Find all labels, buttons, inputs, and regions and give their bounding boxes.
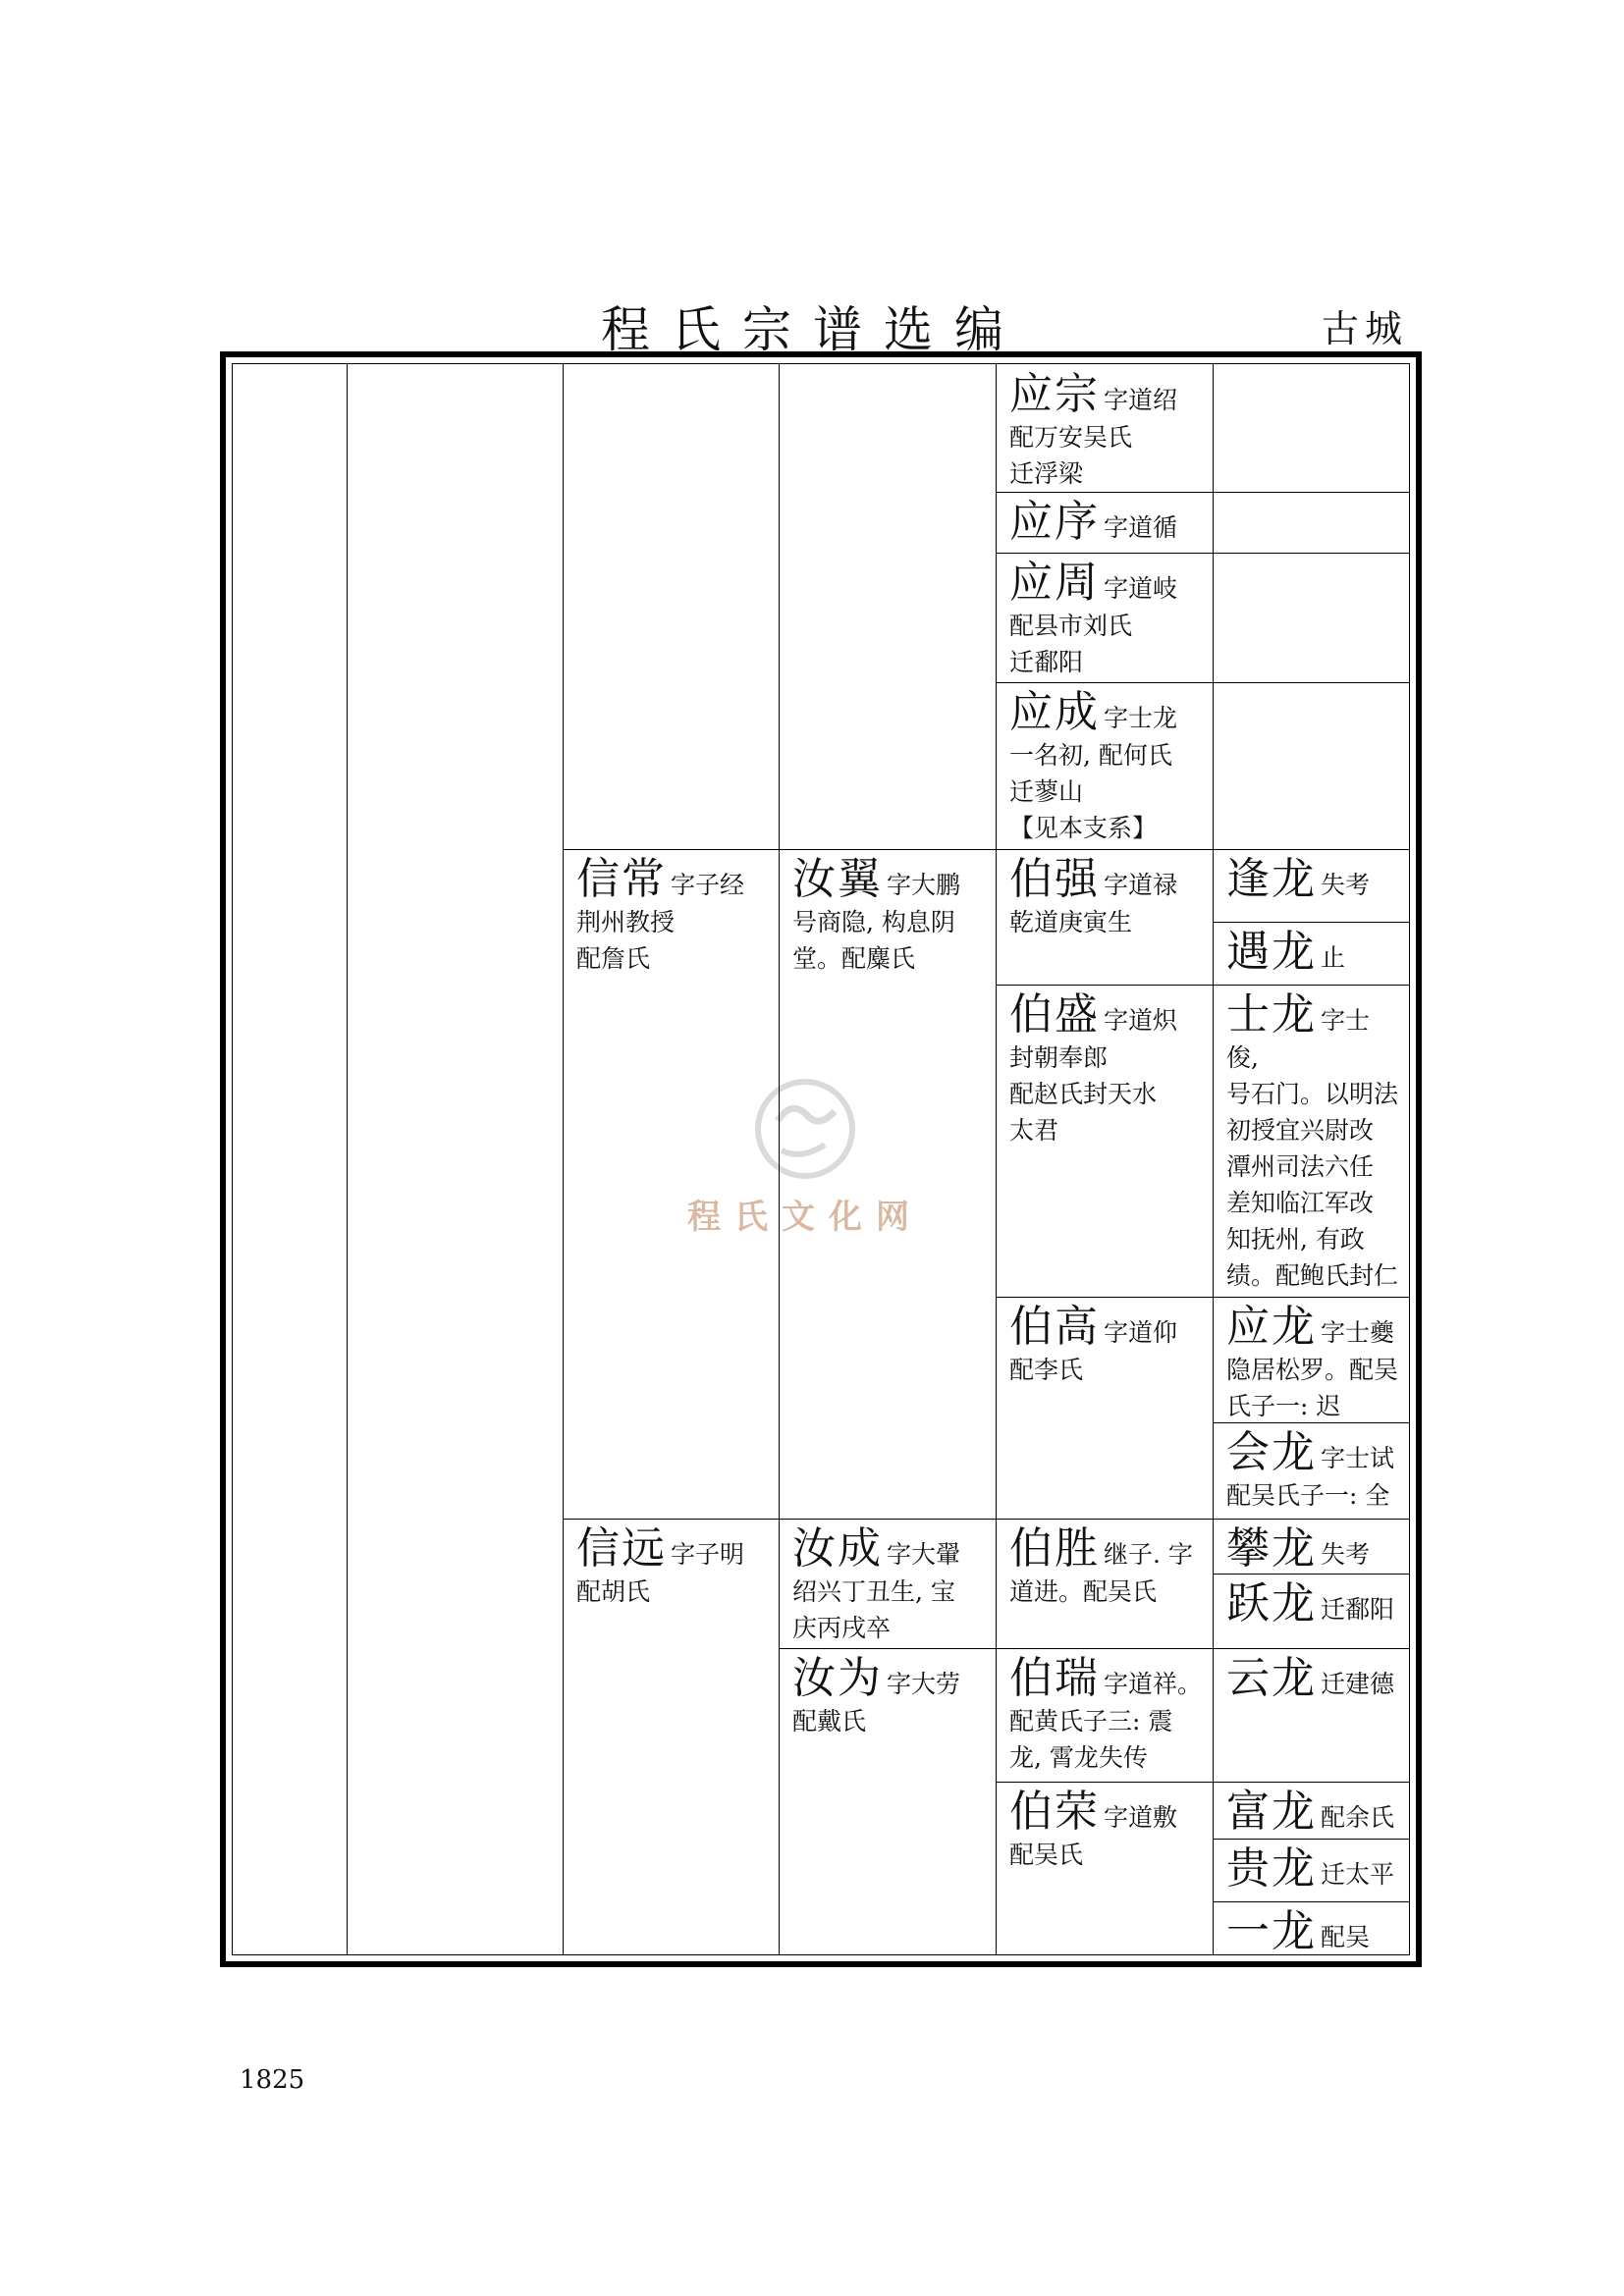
person-entry <box>563 1519 779 1960</box>
person-text <box>1226 1579 1399 1629</box>
person-name: 伯荣 <box>1009 1787 1100 1837</box>
person-note: 潭州司法六任 <box>1226 1152 1375 1181</box>
person-note: 字子经 <box>671 871 745 899</box>
person-note: 失考 <box>1321 1540 1371 1569</box>
person-note: 继子. 字 <box>1104 1540 1193 1569</box>
person-text <box>1226 990 1399 1297</box>
person-note: 字道禄 <box>1104 871 1178 899</box>
person-note: 号商隐, 构息阴 <box>792 908 955 936</box>
person-note: 太君 <box>1009 1116 1059 1145</box>
person-note: 迁鄱阳 <box>1321 1595 1395 1624</box>
person-text <box>1009 559 1203 680</box>
person-entry <box>1213 1422 1409 1519</box>
person-entry <box>1213 1574 1409 1648</box>
person-name: 伯盛 <box>1009 989 1100 1040</box>
person-name: 应成 <box>1009 687 1100 737</box>
person-name: 一龙 <box>1226 1906 1317 1956</box>
person-entry <box>1213 1297 1409 1422</box>
person-note: 乾道庚寅生 <box>1009 908 1133 936</box>
person-entry <box>1213 1839 1409 1901</box>
person-name: 应周 <box>1009 558 1100 608</box>
person-note: 迁蓼山 <box>1009 777 1084 806</box>
person-text <box>1009 1788 1203 1873</box>
person-note: 配县市刘氏 <box>1009 612 1133 640</box>
person-name: 信远 <box>576 1523 667 1574</box>
person-note: 迁浮梁 <box>1009 459 1084 488</box>
person-name: 跃龙 <box>1226 1578 1317 1629</box>
person-text <box>1009 688 1203 846</box>
person-entry <box>779 849 996 1519</box>
person-note: 【见本支系】 <box>1009 814 1158 842</box>
person-entry <box>1213 1782 1409 1839</box>
person-note: 堂。配麋氏 <box>792 944 916 973</box>
person-note: 号石门。以明法 <box>1226 1080 1399 1108</box>
person-entry <box>563 849 779 1519</box>
person-note: 庆丙戌卒 <box>792 1614 892 1642</box>
person-note: 字士俊, <box>1226 1006 1371 1072</box>
person-note: 配胡氏 <box>576 1577 651 1606</box>
person-note: 止 <box>1321 943 1346 972</box>
person-entry <box>996 1297 1213 1519</box>
person-note: 字子明 <box>671 1540 745 1569</box>
person-name: 伯胜 <box>1009 1523 1100 1574</box>
person-note: 配吴氏子一: 全 <box>1226 1481 1390 1510</box>
person-entry <box>779 1648 996 1960</box>
person-text <box>1226 855 1399 904</box>
person-note: 配黄氏子三: 震 <box>1009 1707 1173 1735</box>
person-note: 迁鄱阳 <box>1009 648 1084 676</box>
person-name: 应龙 <box>1226 1302 1317 1352</box>
person-entry <box>996 553 1213 682</box>
person-entry <box>1213 1901 1409 1960</box>
person-name: 贵龙 <box>1226 1843 1317 1894</box>
person-entry <box>779 1519 996 1648</box>
person-entry <box>1213 849 1409 922</box>
person-note: 配詹氏 <box>576 944 651 973</box>
person-note: 迁建德 <box>1321 1670 1395 1698</box>
person-note: 配万安吴氏 <box>1009 423 1133 452</box>
person-name: 应宗 <box>1009 369 1100 419</box>
person-entry <box>996 849 1213 985</box>
person-name: 云龙 <box>1226 1653 1317 1703</box>
person-note: 配余氏 <box>1321 1803 1395 1832</box>
person-text <box>792 1654 986 1739</box>
person-name: 应序 <box>1009 497 1100 547</box>
person-note: 荆州教授 <box>576 908 676 936</box>
person-note: 差知临江军改 <box>1226 1189 1375 1217</box>
book-title: 程氏宗谱选编 <box>601 301 1025 358</box>
column-divider <box>347 364 348 1954</box>
person-text <box>1009 990 1203 1148</box>
person-note: 绍兴丁丑生, 宝 <box>792 1577 955 1606</box>
person-name: 会龙 <box>1226 1427 1317 1477</box>
person-note: 一名初, 配何氏 <box>1009 741 1172 770</box>
page-number: 1825 <box>240 2065 305 2095</box>
person-name: 富龙 <box>1226 1787 1317 1837</box>
person-name: 攀龙 <box>1226 1523 1317 1574</box>
person-name: 信常 <box>576 854 667 904</box>
person-note: 字大劳 <box>887 1670 961 1698</box>
person-note: 字道岐 <box>1104 574 1178 603</box>
person-entry <box>996 1648 1213 1782</box>
person-text <box>1009 855 1203 940</box>
person-name: 伯瑞 <box>1009 1653 1100 1703</box>
person-note: 字道炽 <box>1104 1006 1178 1035</box>
person-entry <box>996 682 1213 849</box>
watermark-text: 程氏文化网 <box>687 1198 923 1237</box>
person-note: 配赵氏封天水 <box>1009 1080 1158 1108</box>
person-note: 字士夔 <box>1321 1318 1395 1347</box>
person-text <box>1009 1524 1203 1610</box>
person-text <box>576 855 769 977</box>
person-note: 迁太平 <box>1321 1860 1395 1889</box>
person-entry <box>996 1782 1213 1960</box>
person-name: 遇龙 <box>1226 927 1317 977</box>
person-note: 初授宜兴尉改 <box>1226 1116 1375 1145</box>
person-text <box>1226 928 1399 977</box>
person-note: 字道敷 <box>1104 1803 1178 1832</box>
person-note: 字道仰 <box>1104 1318 1178 1347</box>
person-entry <box>1213 922 1409 985</box>
person-text <box>1009 1654 1203 1776</box>
person-text <box>1009 498 1203 547</box>
person-entry <box>1213 1519 1409 1574</box>
person-text <box>1226 1303 1399 1422</box>
person-text <box>576 1524 769 1610</box>
person-entry <box>1213 985 1409 1297</box>
person-note: 字道祥。 <box>1104 1670 1203 1698</box>
person-text <box>1226 1844 1399 1894</box>
person-text <box>1226 1788 1399 1837</box>
person-note: 绩。配鲍氏封仁 <box>1226 1261 1399 1290</box>
person-name: 汝成 <box>792 1523 883 1574</box>
branch-location: 古城 <box>1322 307 1409 350</box>
person-name: 汝为 <box>792 1653 883 1703</box>
person-name: 伯高 <box>1009 1302 1100 1352</box>
person-note: 字道循 <box>1104 513 1178 542</box>
person-note: 字大翬 <box>887 1540 961 1569</box>
person-note: 氏子一: 迟 <box>1226 1392 1341 1420</box>
genealogy-table <box>220 351 1422 1967</box>
person-note: 配李氏 <box>1009 1356 1084 1384</box>
person-name: 伯强 <box>1009 854 1100 904</box>
person-note: 字士龙 <box>1104 704 1178 732</box>
person-note: 字大鹏 <box>887 871 961 899</box>
person-text <box>1226 1907 1399 1960</box>
person-note: 配吴氏 <box>1009 1841 1084 1869</box>
person-note: 字道绍 <box>1104 386 1178 414</box>
person-name: 士龙 <box>1226 989 1317 1040</box>
person-note: 失考 <box>1321 871 1371 899</box>
person-note: 龙, 霄龙失传 <box>1009 1743 1148 1772</box>
table-grid <box>232 363 1410 1955</box>
person-note: 字士试 <box>1321 1444 1395 1472</box>
person-entry <box>996 364 1213 492</box>
person-note: 道进。配吴氏 <box>1009 1577 1158 1606</box>
person-name: 汝翼 <box>792 854 883 904</box>
person-text <box>1009 370 1203 492</box>
person-text <box>792 1524 986 1646</box>
person-note: 配戴氏 <box>792 1707 867 1735</box>
person-note: 封朝奉郎 <box>1009 1043 1109 1072</box>
person-note: 隐居松罗。配吴 <box>1226 1356 1399 1384</box>
person-name: 逢龙 <box>1226 854 1317 904</box>
person-entry <box>996 1519 1213 1648</box>
person-text <box>1226 1428 1399 1514</box>
person-text <box>1226 1524 1399 1574</box>
person-text <box>792 855 986 977</box>
person-note: 知抚州, 有政 <box>1226 1225 1365 1254</box>
person-entry <box>996 492 1213 553</box>
person-entry <box>996 985 1213 1297</box>
person-note: 配吴 <box>1321 1923 1371 1951</box>
person-text <box>1009 1303 1203 1388</box>
person-text <box>1226 1654 1399 1703</box>
person-entry <box>1213 1648 1409 1782</box>
